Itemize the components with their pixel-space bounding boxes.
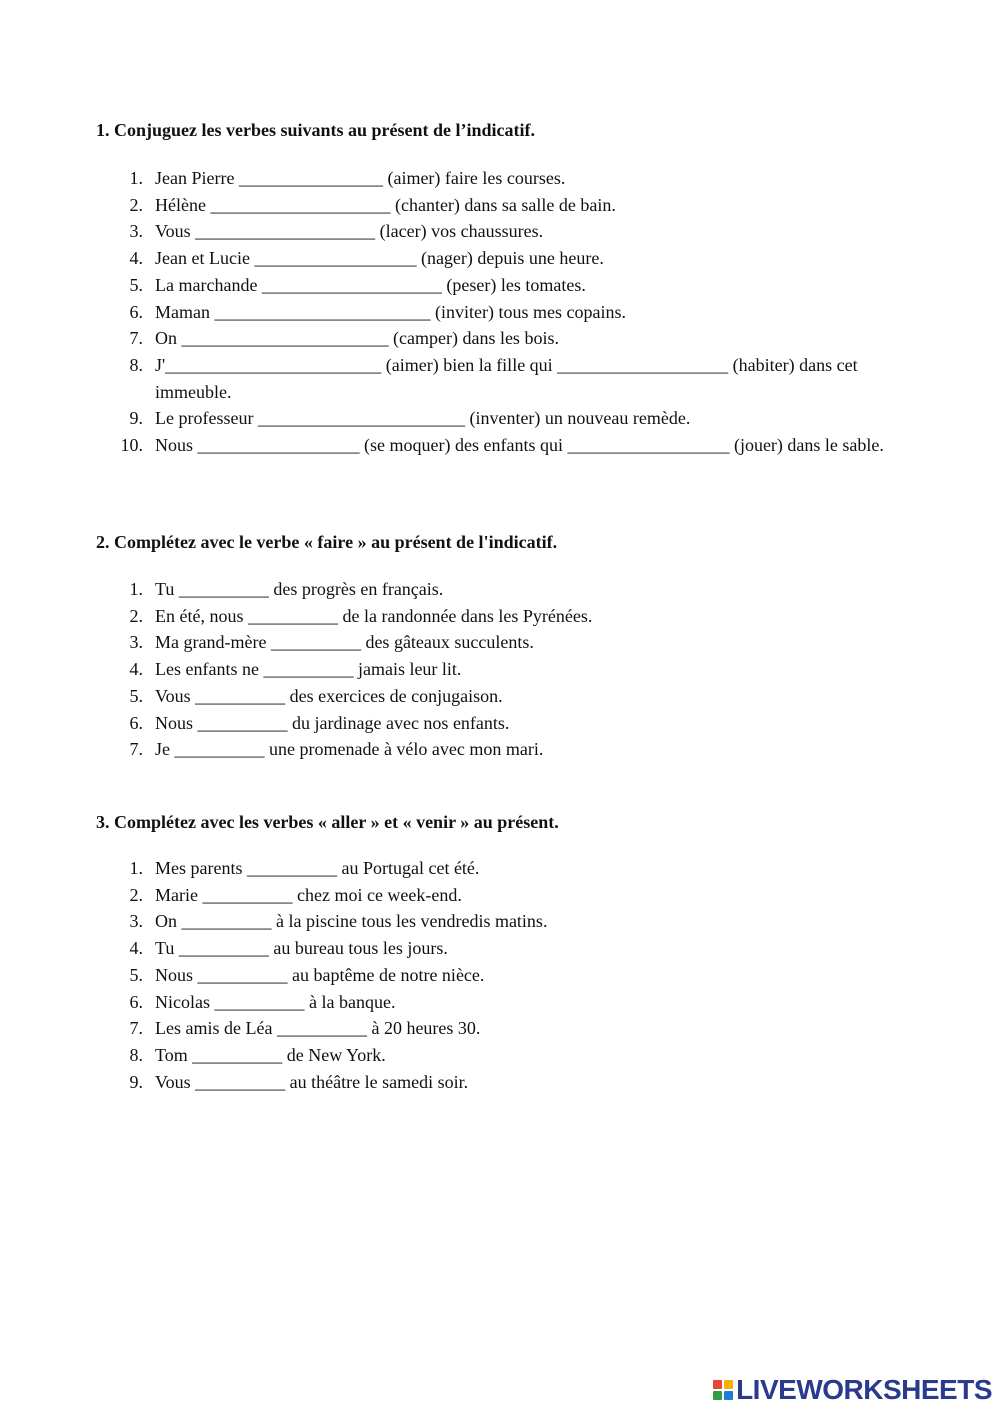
item-number: 7. bbox=[129, 1018, 143, 1039]
list-item bbox=[0, 1015, 1000, 1042]
logo-square-3 bbox=[713, 1391, 722, 1400]
logo-square-2 bbox=[724, 1380, 733, 1389]
list-item bbox=[0, 629, 1000, 656]
item-number: 3. bbox=[129, 632, 143, 653]
item-text: Mes parents __________ au Portugal cet été. bbox=[155, 858, 480, 878]
item-text: Maman ________________________ (inviter) tous mes copains. bbox=[155, 301, 626, 322]
item-number: 5. bbox=[129, 964, 143, 985]
list-item bbox=[0, 656, 1000, 683]
item-text: Nous __________ du jardinage avec nos enfants. bbox=[155, 712, 510, 733]
item-number: 7. bbox=[129, 328, 143, 349]
list-item bbox=[0, 299, 1000, 326]
list-item bbox=[0, 272, 1000, 299]
item-number: 3. bbox=[129, 911, 143, 932]
item-number: 4. bbox=[129, 248, 143, 269]
item-number: 6. bbox=[129, 301, 143, 322]
list-item bbox=[0, 1042, 1000, 1069]
liveworksheets-logo[interactable] bbox=[713, 1375, 992, 1405]
item-number: 5. bbox=[129, 274, 143, 295]
list-item bbox=[0, 736, 1000, 763]
item-number: 2. bbox=[129, 884, 143, 905]
item-text: En été, nous __________ de la randonnée dans les Pyrénées. bbox=[155, 605, 593, 626]
item-number: 8. bbox=[129, 354, 143, 375]
list-item bbox=[0, 192, 1000, 219]
section-2-title: 2. Complétez avec le verbe « faire » au présent de l'indicatif. bbox=[96, 532, 558, 552]
item-text: Marie __________ chez moi ce week-end. bbox=[155, 884, 462, 905]
item-text: Hélène ____________________ (chanter) dans sa salle de bain. bbox=[155, 194, 616, 215]
item-number: 7. bbox=[129, 739, 143, 760]
item-number: 6. bbox=[129, 991, 143, 1012]
item-number: 4. bbox=[129, 938, 143, 959]
list-item bbox=[0, 245, 1000, 272]
section-2-list bbox=[0, 576, 1000, 763]
list-item bbox=[0, 432, 1000, 459]
item-text: Les enfants ne __________ jamais leur lit. bbox=[155, 659, 462, 680]
item-text: Ma grand-mère __________ des gâteaux succulents. bbox=[155, 632, 534, 653]
item-text: Le professeur _______________________ (inventer) un nouveau remède. bbox=[155, 408, 691, 429]
list-item bbox=[0, 882, 1000, 909]
item-number: 1. bbox=[129, 858, 143, 878]
section-1-title: 1. Conjuguez les verbes suivants au présent de l’indicatif. bbox=[96, 120, 536, 140]
list-item bbox=[0, 576, 1000, 603]
list-item bbox=[0, 218, 1000, 245]
list-item bbox=[0, 683, 1000, 710]
logo-square-1 bbox=[713, 1380, 722, 1389]
item-text: Nous __________________ (se moquer) des enfants qui __________________ (jouer) dans le sable. bbox=[155, 435, 884, 456]
item-number: 8. bbox=[129, 1044, 143, 1065]
item-text: Vous __________ des exercices de conjugaison. bbox=[155, 685, 503, 706]
item-text: On __________ à la piscine tous les vendredis matins. bbox=[155, 911, 548, 932]
section-3-list bbox=[0, 855, 1000, 1095]
list-item bbox=[0, 352, 1000, 405]
item-text: Vous ____________________ (lacer) vos chaussures. bbox=[155, 221, 544, 242]
item-text: Jean Pierre ________________ (aimer) faire les courses. bbox=[155, 168, 566, 188]
item-text: Vous __________ au théâtre le samedi soir. bbox=[155, 1071, 469, 1092]
section-3-title: 3. Complétez avec les verbes « aller » et « venir » au présent. bbox=[96, 812, 559, 832]
list-item bbox=[0, 855, 1000, 882]
item-text: Tu __________ des progrès en français. bbox=[155, 579, 444, 599]
item-number: 9. bbox=[129, 1071, 143, 1092]
list-item bbox=[0, 935, 1000, 962]
item-number: 2. bbox=[129, 605, 143, 626]
item-number: 1. bbox=[129, 579, 143, 599]
list-item bbox=[0, 603, 1000, 630]
item-number: 4. bbox=[129, 659, 143, 680]
item-number: 6. bbox=[129, 712, 143, 733]
item-text: J'________________________ (aimer) bien la fille qui ___________________ (habiter) dans cet immeuble. bbox=[155, 354, 863, 402]
logo-mark-icon bbox=[713, 1380, 733, 1400]
list-item bbox=[0, 1069, 1000, 1096]
item-number: 9. bbox=[129, 408, 143, 429]
item-number: 3. bbox=[129, 221, 143, 242]
item-text: Les amis de Léa __________ à 20 heures 30. bbox=[155, 1018, 481, 1039]
list-item bbox=[0, 908, 1000, 935]
logo-square-4 bbox=[724, 1391, 733, 1400]
item-number: 5. bbox=[129, 685, 143, 706]
list-item bbox=[0, 165, 1000, 192]
item-text: Tu __________ au bureau tous les jours. bbox=[155, 938, 448, 959]
list-item bbox=[0, 325, 1000, 352]
item-text: Je __________ une promenade à vélo avec mon mari. bbox=[155, 739, 544, 760]
list-item bbox=[0, 710, 1000, 737]
list-item bbox=[0, 962, 1000, 989]
item-text: Nicolas __________ à la banque. bbox=[155, 991, 396, 1012]
item-number: 10. bbox=[120, 435, 143, 456]
logo-text: LIVEWORKSHEETS bbox=[736, 1374, 992, 1405]
item-text: Jean et Lucie __________________ (nager) depuis une heure. bbox=[155, 248, 604, 269]
item-text: On _______________________ (camper) dans les bois. bbox=[155, 328, 559, 349]
item-number: 2. bbox=[129, 194, 143, 215]
item-number: 1. bbox=[129, 168, 143, 188]
item-text: Nous __________ au baptême de notre nièce. bbox=[155, 964, 485, 985]
item-text: Tom __________ de New York. bbox=[155, 1044, 386, 1065]
item-text: La marchande ____________________ (peser) les tomates. bbox=[155, 274, 586, 295]
section-1-list bbox=[0, 165, 1000, 459]
list-item bbox=[0, 989, 1000, 1016]
list-item bbox=[0, 405, 1000, 432]
